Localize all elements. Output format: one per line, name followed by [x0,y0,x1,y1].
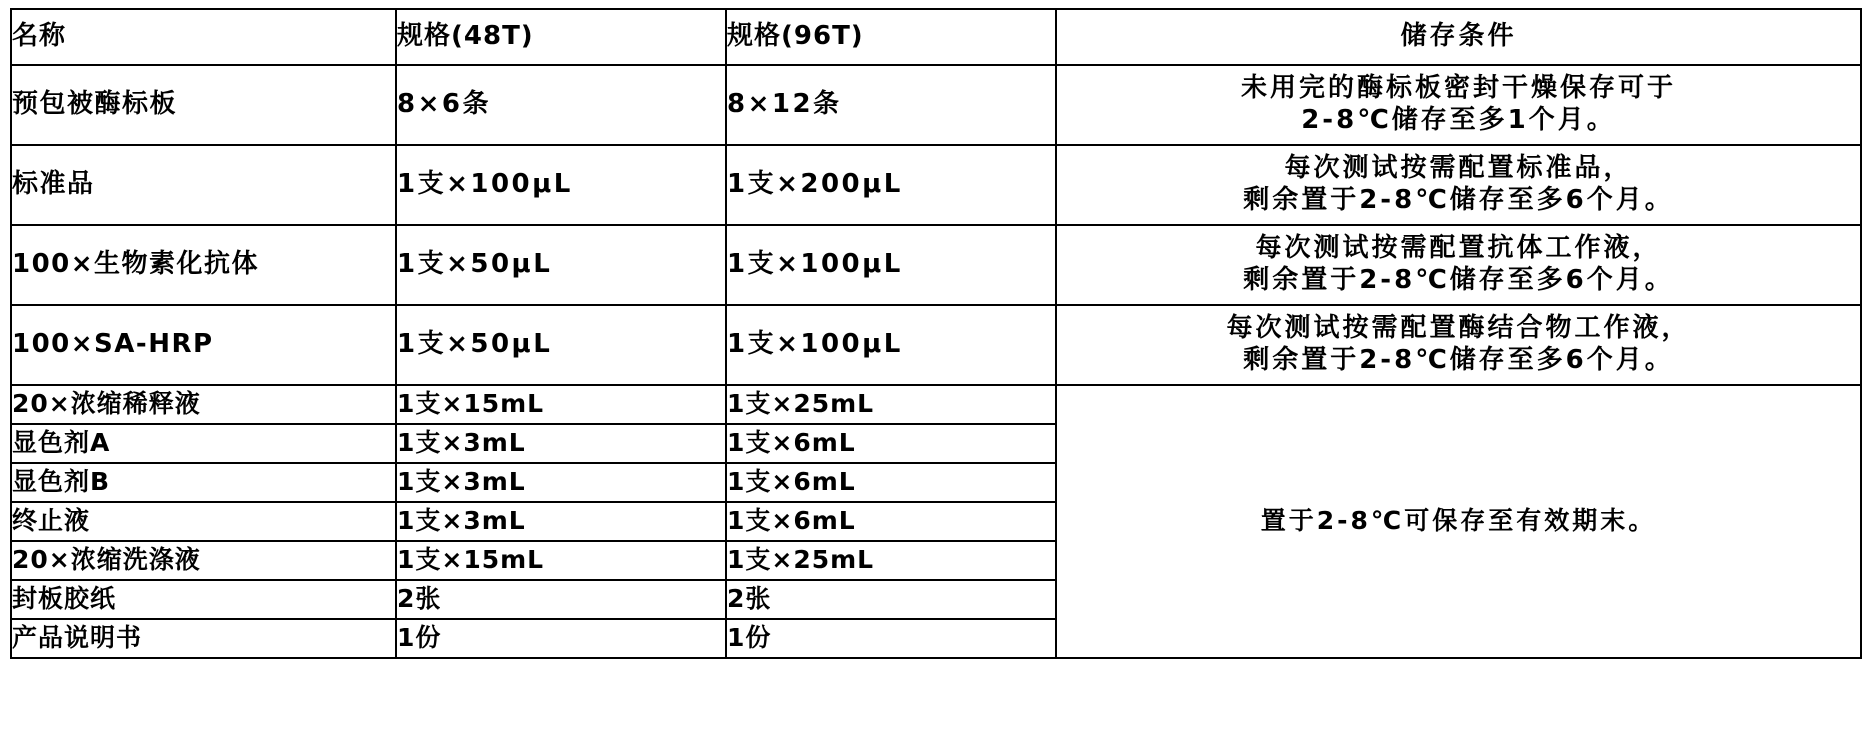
cell-spec-48t: 8×6条 [396,65,726,145]
table-body [11,65,1861,658]
storage-line: 2-8℃储存至多1个月。 [1301,105,1616,135]
cell-storage [1056,225,1861,305]
cell-spec-48t: 1支×15mL [396,385,726,424]
cell-storage [1056,305,1861,385]
storage-line: 每次测试按需配置酶结合物工作液， [1226,313,1691,344]
cell-spec-48t: 1支×3mL [396,424,726,463]
storage-line: 置于2-8℃可保存至有效期末。 [1260,506,1657,536]
storage-line: 剩余置于2-8℃储存至多6个月。 [1243,265,1674,295]
cell-spec-96t: 1支×6mL [726,502,1056,541]
storage-line: 每次测试按需配置标准品， [1284,153,1633,184]
cell-spec-96t: 1支×100μL [726,225,1056,305]
cell-spec-96t: 1份 [726,619,1056,658]
cell-spec-96t: 1支×200μL [726,145,1056,225]
cell-storage [1056,145,1861,225]
column-header-spec-48t: 规格(48T) [396,9,726,65]
cell-spec-96t: 8×12条 [726,65,1056,145]
cell-name: 显色剂A [11,424,396,463]
column-header-spec-96t: 规格(96T) [726,9,1056,65]
cell-spec-96t: 1支×6mL [726,424,1056,463]
column-header-storage: 储存条件 [1056,9,1861,65]
table-row [11,225,1861,305]
kit-components-table [10,8,1862,659]
cell-spec-96t: 1支×25mL [726,385,1056,424]
cell-spec-48t: 1支×3mL [396,502,726,541]
storage-line: 每次测试按需配置抗体工作液， [1255,233,1662,264]
column-header-name: 名称 [11,9,396,65]
table-row [11,65,1861,145]
storage-line: 未用完的酶标板密封干燥保存可于 [1240,73,1676,104]
cell-storage [1056,65,1861,145]
cell-name: 20×浓缩洗涤液 [11,541,396,580]
cell-spec-48t: 1支×100μL [396,145,726,225]
cell-storage-merged [1056,385,1861,658]
cell-name: 100×生物素化抗体 [11,225,396,305]
cell-spec-96t: 1支×25mL [726,541,1056,580]
cell-spec-48t: 1支×15mL [396,541,726,580]
cell-spec-96t: 2张 [726,580,1056,619]
cell-spec-48t: 1支×3mL [396,463,726,502]
table-row [11,145,1861,225]
cell-spec-48t: 1支×50μL [396,225,726,305]
storage-line: 剩余置于2-8℃储存至多6个月。 [1243,185,1674,215]
cell-spec-48t: 2张 [396,580,726,619]
cell-name: 产品说明书 [11,619,396,658]
table-header-row [11,9,1861,65]
table-header [11,9,1861,65]
cell-name: 预包被酶标板 [11,65,396,145]
cell-spec-96t: 1支×100μL [726,305,1056,385]
cell-name: 100×SA-HRP [11,305,396,385]
cell-name: 终止液 [11,502,396,541]
storage-line: 剩余置于2-8℃储存至多6个月。 [1243,345,1674,375]
cell-spec-96t: 1支×6mL [726,463,1056,502]
cell-name: 显色剂B [11,463,396,502]
cell-name: 标准品 [11,145,396,225]
cell-name: 20×浓缩稀释液 [11,385,396,424]
table-row [11,305,1861,385]
cell-name: 封板胶纸 [11,580,396,619]
cell-spec-48t: 1份 [396,619,726,658]
cell-spec-48t: 1支×50μL [396,305,726,385]
table-row [11,385,1861,424]
